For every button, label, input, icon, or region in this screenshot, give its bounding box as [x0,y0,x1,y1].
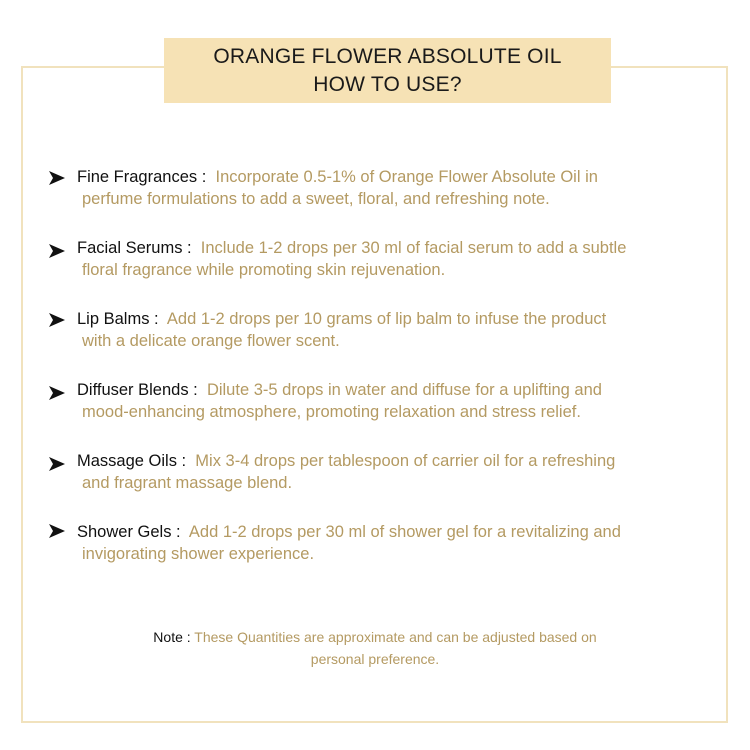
usage-item-line1 [77,450,615,472]
page-subtitle: HOW TO USE? [313,73,462,96]
usage-item-line2: perfume formulations to add a sweet, floral, and refreshing note. [82,190,550,208]
note-text: These Quantities are approximate and can be adjusted based on [194,629,597,645]
arrow-bullet-icon [48,456,66,472]
usage-item-label: Lip Balms : [77,310,159,328]
usage-item-label: Fine Fragrances : [77,168,207,186]
usage-item-line1 [77,166,598,188]
usage-item-line2: invigorating shower experience. [82,545,315,563]
note-label: Note : [153,629,191,645]
usage-item-text: Add 1-2 drops per 10 grams of lip balm to infuse the product [166,310,607,328]
usage-item-text: Incorporate 0.5-1% of Orange Flower Absolute Oil in [215,168,598,186]
usage-item-label: Shower Gels : [77,523,181,541]
usage-item-text: Mix 3-4 drops per tablespoon of carrier oil for a refreshing [195,452,616,470]
arrow-bullet-icon [48,243,66,259]
usage-item-line2: floral fragrance while promoting skin rejuvenation. [82,261,446,279]
usage-item-label: Massage Oils : [77,452,187,470]
usage-item-line1 [77,308,606,330]
arrow-bullet-icon [48,523,66,539]
usage-item-label: Facial Serums : [77,239,192,257]
usage-item-text: Dilute 3-5 drops in water and diffuse for a uplifting and [206,381,602,399]
usage-item-text: Add 1-2 drops per 30 ml of shower gel for a revitalizing and [188,523,621,541]
arrow-bullet-icon [48,170,66,186]
usage-item-line1 [77,237,626,259]
note [60,626,690,670]
arrow-bullet-icon [48,312,66,328]
usage-item-line2: mood-enhancing atmosphere, promoting relaxation and stress relief. [82,403,581,421]
title-banner [164,38,611,103]
usage-item-label: Diffuser Blends : [77,381,198,399]
page-title: ORANGE FLOWER ABSOLUTE OIL [213,45,562,68]
arrow-bullet-icon [48,385,66,401]
usage-item-line1 [77,521,621,543]
usage-item-text: Include 1-2 drops per 30 ml of facial serum to add a subtle [200,239,627,257]
note-line1 [60,626,690,648]
usage-item-line1 [77,379,602,401]
usage-item-line2: and fragrant massage blend. [82,474,293,492]
usage-item-line2: with a delicate orange flower scent. [82,332,340,350]
note-line2: personal preference. [310,651,440,667]
